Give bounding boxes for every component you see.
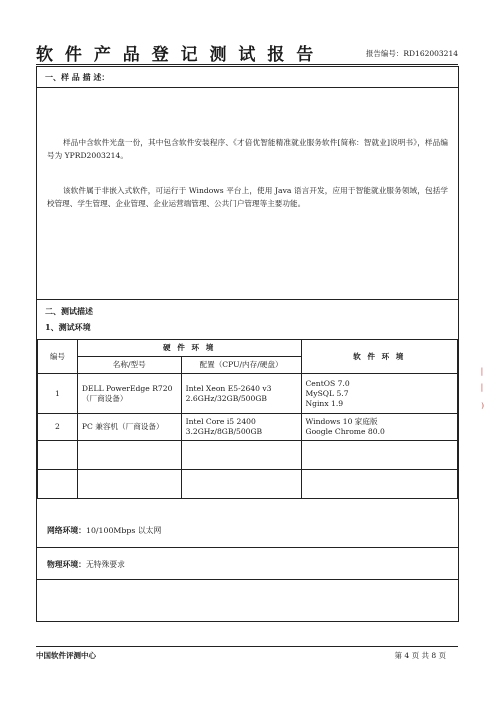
table-row-empty <box>38 441 458 470</box>
header-rule <box>36 64 458 65</box>
software-item: MySQL 5.7 <box>305 388 349 398</box>
software-env-header: 软 件 环 境 <box>301 340 458 374</box>
report-title: 软 件 产 品 登 记 测 试 报 告 <box>36 45 317 65</box>
test-environment-heading: 1、测试环境 <box>45 322 91 332</box>
network-value: 10/100Mbps 以太网 <box>85 526 162 535</box>
stamp-fragment: │ <box>479 368 484 376</box>
software-item: CentOS 7.0 <box>305 378 350 388</box>
network-label: 网络环境： <box>47 526 86 535</box>
physical-label: 物理环境： <box>47 560 86 569</box>
stamp-fragment: │ <box>479 384 484 392</box>
hardware-config: Intel Xeon E5-2640 v3 2.6GHz/32GB/500GB <box>181 374 301 414</box>
software-env <box>301 374 458 414</box>
network-environment <box>47 525 161 536</box>
section-divider <box>37 547 458 548</box>
section-divider <box>37 299 458 300</box>
col-header-number: 编号 <box>38 340 78 374</box>
table-row-empty <box>38 470 458 499</box>
section-test-heading: 二、测试描述 <box>45 306 93 316</box>
table-row <box>38 374 458 414</box>
table-row <box>38 414 458 441</box>
row-number: 1 <box>38 374 78 414</box>
hardware-config: Intel Core i5 2400 3.2GHz/8GB/500GB <box>181 414 301 441</box>
hardware-env-header: 硬 件 环 境 <box>77 340 301 357</box>
footer-org: 中国软件评测中心 <box>36 651 96 660</box>
environment-table <box>37 339 458 499</box>
physical-value: 无特殊要求 <box>85 560 125 569</box>
hardware-name: DELL PowerEdge R720（厂商设备） <box>77 374 181 414</box>
software-item: Google Chrome 80.0 <box>305 427 385 436</box>
section-divider <box>37 87 458 88</box>
footer-rule <box>36 646 458 647</box>
physical-environment <box>47 559 125 570</box>
hardware-name: PC 兼容机（厂商设备） <box>77 414 181 441</box>
content-frame <box>36 66 459 622</box>
section-divider <box>37 579 458 580</box>
col-header-name: 名称/型号 <box>77 357 181 374</box>
software-item: Windows 10 家庭版 <box>305 417 378 426</box>
software-item: Nginx 1.9 <box>305 398 344 408</box>
report-number: 报告编号：RD162003214 <box>365 49 458 58</box>
software-env <box>301 414 458 441</box>
row-number: 2 <box>38 414 78 441</box>
section-sample-heading: 一、样 品 描 述： <box>45 72 110 82</box>
report-header <box>36 38 458 64</box>
sample-paragraph-2: 该软件属于非嵌入式软件，可运行于 Windows 平台上，使用 Java 语言开发，应用于智能就业服务领域，包括学校管理、学生管理、企业管理、企业运营端管理、公共门户管理等主要功能。 <box>47 186 448 208</box>
col-header-config: 配置（CPU/内存/硬盘） <box>181 357 301 374</box>
stamp-fragment: ) <box>481 402 484 410</box>
sample-paragraph-1: 样品中含软件光盘一份，其中包含软件安装程序、《才倍优智能精准就业服务软件[简称：智就业]说明书》，样品编号为 YPRD2003214。 <box>47 138 448 160</box>
page-number: 第 4 页 共 8 页 <box>394 651 446 660</box>
